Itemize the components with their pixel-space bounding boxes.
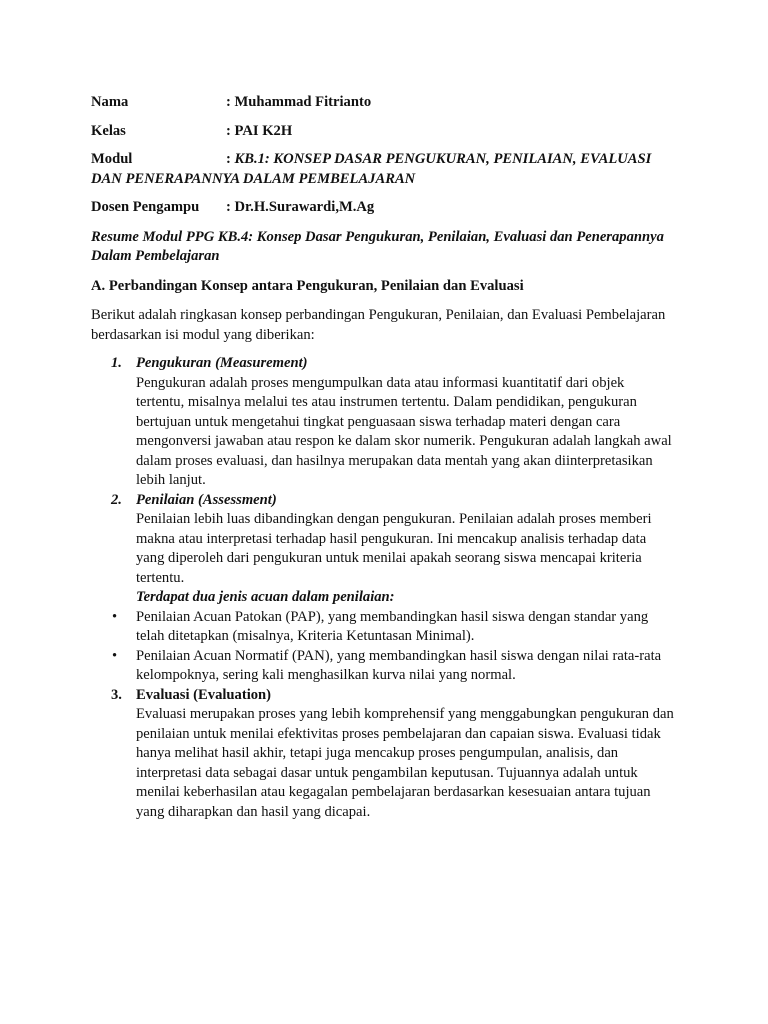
list-number: 3. bbox=[111, 686, 122, 703]
bullet-text: Penilaian Acuan Patokan (PAP), yang membandingkan hasil siswa dengan standar yang telah ditetapkan (misalnya, Kriteria Ketuntasan Minimal). bbox=[136, 608, 649, 644]
list-number: 2. bbox=[111, 491, 122, 508]
list-item-measurement bbox=[91, 354, 674, 491]
item-body: Evaluasi merupakan proses yang lebih komprehensif yang menggabungkan pengukuran dan penilaian untuk menilai efektivitas proses pembelajaran dan capaian siswa. Evaluasi tidak hanya melihat hasil akhir, tetapi juga mencakup proses pengumpulan, analisis, dan interpretasi data sebagai dasar untuk pengambilan keputusan. Tujuannya adalah untuk menilai keberhasilan atau kegagalan pembelajaran berdasarkan kesesuaian antara tujuan yang diharapkan dan hasil yang dicapai. bbox=[136, 706, 674, 820]
bullet-text: Penilaian Acuan Normatif (PAN), yang membandingkan hasil siswa dengan nilai rata-rata kelompoknya, sering kali menghasilkan kurva nilai yang normal. bbox=[136, 647, 662, 683]
module-colon: : bbox=[226, 151, 235, 167]
item-subheading: Terdapat dua jenis acuan dalam penilaian: bbox=[136, 589, 395, 605]
module-label: Modul bbox=[91, 151, 133, 167]
list-number: 1. bbox=[111, 355, 122, 371]
name-label: Nama bbox=[91, 94, 129, 110]
bullet-icon: • bbox=[112, 608, 118, 625]
lecturer-label: Dosen Pengampu bbox=[91, 199, 200, 215]
header-class-row bbox=[91, 122, 674, 142]
module-value-line2: DAN PENERAPANNYA DALAM PEMBELAJARAN bbox=[91, 170, 416, 187]
concept-list bbox=[91, 354, 674, 822]
list-item-evaluation bbox=[91, 686, 674, 823]
section-a-intro: Berikut adalah ringkasan konsep perbandingan Pengukuran, Penilaian, dan Evaluasi Pembelajaran berdasarkan isi modul yang diberikan: bbox=[91, 307, 666, 343]
header-name-row bbox=[91, 93, 674, 113]
header-lecturer-row bbox=[91, 198, 674, 218]
item-body: Penilaian lebih luas dibandingkan dengan pengukuran. Penilaian adalah proses memberi makna atau interpretasi terhadap hasil pengukuran. Ini mencakup analisis terhadap data yang diperoleh dari pengukuran untuk menilai apakah seorang siswa mencapai kriteria tertentu. bbox=[136, 511, 652, 586]
lecturer-value: : Dr.H.Surawardi,M.Ag bbox=[226, 199, 375, 215]
item-title: Penilaian (Assessment) bbox=[136, 491, 277, 508]
item-title: Evaluasi (Evaluation) bbox=[136, 686, 272, 703]
bullet-icon: • bbox=[112, 647, 118, 664]
bullet-item-pap bbox=[91, 608, 674, 647]
list-item-assessment bbox=[91, 491, 674, 608]
section-a-title: A. Perbandingan Konsep antara Pengukuran, Penilaian dan Evaluasi bbox=[91, 277, 524, 294]
item-title: Pengukuran (Measurement) bbox=[136, 355, 308, 371]
item-body: Pengukuran adalah proses mengumpulkan data atau informasi kuantitatif dari objek tertentu, misalnya melalui tes atau instrumen tertentu. Dalam pendidikan, pengukuran bertujuan untuk mengetahui tingkat penguasaan siswa terhadap materi dengan cara mengonversi jawaban atau respon ke dalam skor numerik. Pengukuran adalah langkah awal dalam proses evaluasi, dan hasilnya merupakan data mentah yang akan diinterpretasikan lebih lanjut. bbox=[136, 374, 672, 488]
module-value-line1: KB.1: KONSEP DASAR PENGUKURAN, PENILAIAN, EVALUASI bbox=[234, 151, 652, 167]
class-label: Kelas bbox=[91, 122, 126, 139]
resume-title: Resume Modul PPG KB.4: Konsep Dasar Pengukuran, Penilaian, Evaluasi dan Penerapannya Dalam Pembelajaran bbox=[91, 228, 664, 264]
name-value: : Muhammad Fitrianto bbox=[226, 94, 372, 110]
header-module-row bbox=[91, 150, 674, 189]
class-value: : PAI K2H bbox=[226, 122, 293, 139]
bullet-item-pan bbox=[91, 647, 674, 686]
